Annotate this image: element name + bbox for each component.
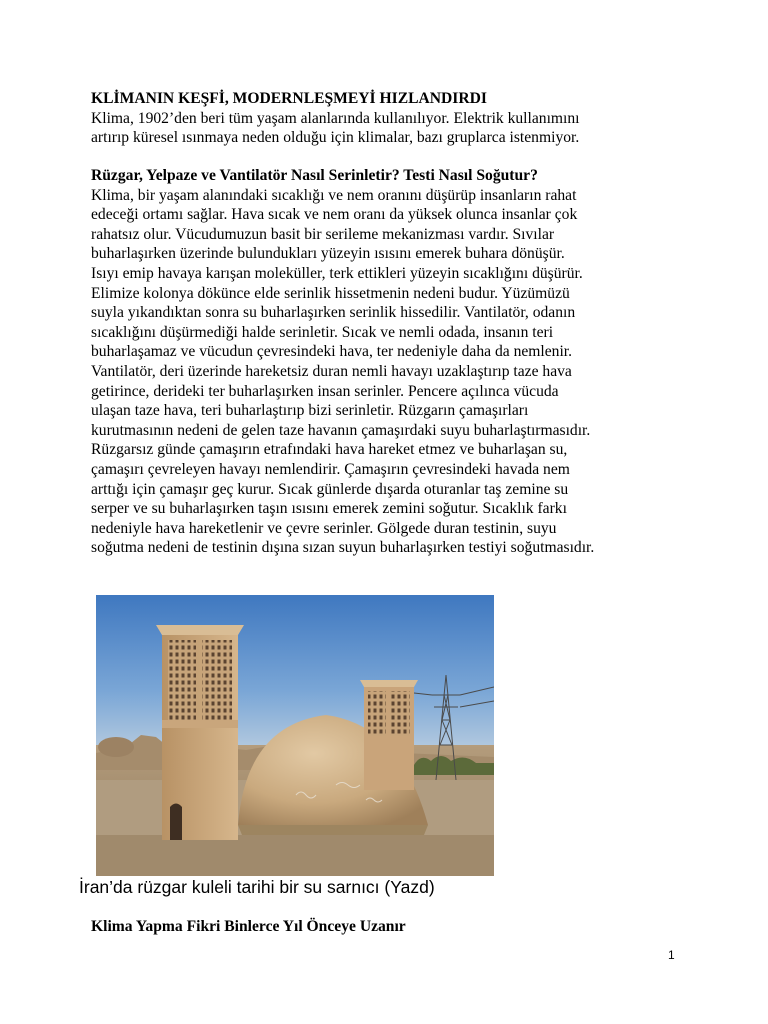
text-line: Isıyı emip havaya karışan moleküller, terk ettikleri yüzeyin sıcaklığını düşürür. [91,264,583,282]
text-line: kurutmasının nedeni de gelen taze havanın çamaşırdaki suyu buharlaştırmasıdır. [91,421,591,439]
text-line: arttığı için çamaşır geç kurur. Sıcak günlerde dışarda oturanlar taş zemine su [91,480,569,498]
text-line: sıcaklığını düşürmediği halde serinletir. Sıcak ve nemli odada, insanın teri [91,323,554,341]
section-heading-cooling: Rüzgar, Yelpaze ve Vantilatör Nasıl Serinletir? Testi Nasıl Soğutur? [91,167,538,184]
text-line: serper ve su buharlaşırken taşın ısısını emerek zemini soğutur. Sıcaklık farkı [91,500,567,518]
text-line: Rüzgarsız günde çamaşırın etrafındaki hava hareket etmez ve buharlaşan su, [91,441,568,459]
text-line: Klima, 1902’den beri tüm yaşam alanlarında kullanılıyor. Elektrik kullanımını [91,109,580,127]
text-line: artırıp küresel ısınmaya neden olduğu için klimalar, bazı gruplarca istenmiyor. [91,129,580,147]
text-line: ulaşan taze hava, teri buharlaştırıp bizi serinletir. Rüzgarın çamaşırları [91,402,529,420]
text-line: buharlaşamaz ve vücudun çevresindeki hava, ter nedeniyle daha da nemlenir. [91,343,573,361]
paragraph-intro [91,109,691,148]
section-cooling [91,166,691,558]
text-line: suyla yıkandıktan sonra su buharlaşırken serinlik hissedilir. Vantilatör, odanın [91,304,576,322]
text-line: buharlaşırken üzerinde bulundukları yüzeyin ısısını emerek buhara dönüşür. [91,245,565,263]
text-line: rahatsız olur. Vücudumuzun basit bir serileme mekanizması vardır. Sıvılar [91,225,555,243]
text-line: nedeniyle hava hareketlenir ve çevre serinler. Gölgede duran testinin, suyu [91,519,557,537]
section-heading-history: Klima Yapma Fikri Binlerce Yıl Önceye Uzanır [91,918,406,935]
text-line: Elimize kolonya dökünce elde serinlik hissetmenin nedeni budur. Yüzümüzü [91,284,570,302]
figure-caption: İran’da rüzgar kuleli tarihi bir su sarnıcı (Yazd) [79,877,435,897]
text-line: soğutma nedeni de testinin dışına sızan suyun buharlaşırken testiyi soğutmasıdır. [91,539,595,557]
paragraph-cooling [91,186,691,558]
text-line: edeceği ortamı sağlar. Hava sıcak ve nem oranı da yüksek olunca insanlar çok [91,206,578,224]
text-line: çamaşırı çevreleyen havayı nemlendirir. Çamaşırın çevresindeki havada nem [91,460,570,478]
section-heading-discovery: KLİMANIN KEŞFİ, MODERNLEŞMEYİ HIZLANDIRDI [91,90,487,107]
text-line: getirince, derideki ter buharlaşırken insan serinler. Pencere açılınca vücuda [91,382,559,400]
text-line: Vantilatör, deri üzerinde hareketsiz duran nemli havayı uzaklaştırıp taze hava [91,362,572,380]
windcatcher-cistern-photo [96,595,494,876]
text-line: Klima, bir yaşam alanındaki sıcaklığı ve nem oranını düşürüp insanların rahat [91,186,577,204]
page-number: 1 [668,948,675,962]
section-intro [91,89,691,148]
